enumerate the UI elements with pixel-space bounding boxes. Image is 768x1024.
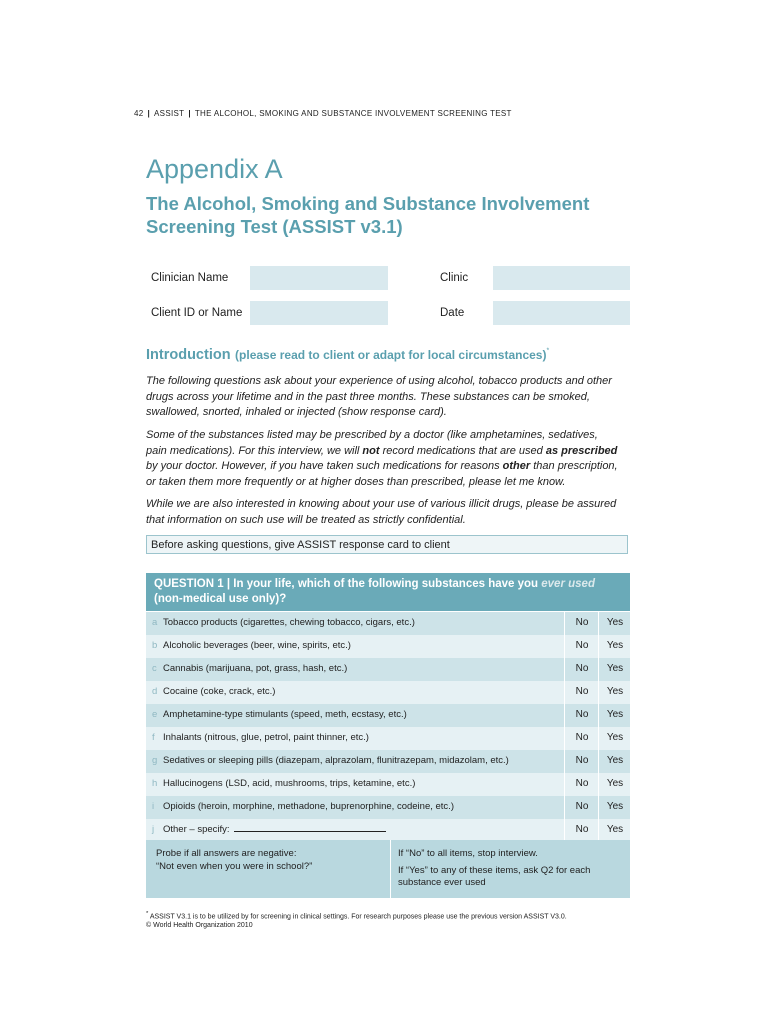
no-option[interactable]: No <box>575 732 589 743</box>
substance-cell <box>146 819 564 841</box>
table-row <box>146 773 630 796</box>
clinician-name-label: Clinician Name <box>151 272 229 284</box>
item-letter: a <box>152 617 158 628</box>
column-divider <box>564 704 565 727</box>
substance-label: Alcoholic beverages (beer, wine, spirits, etc.) <box>163 640 351 651</box>
table-row <box>146 819 630 842</box>
yes-option[interactable]: Yes <box>606 663 624 674</box>
yes-option[interactable]: Yes <box>606 709 624 720</box>
yes-option[interactable]: Yes <box>606 824 624 835</box>
table-row <box>146 658 630 681</box>
running-head <box>134 109 512 118</box>
question-1-header <box>146 573 630 611</box>
no-option[interactable]: No <box>575 663 589 674</box>
substance-label: Inhalants (nitrous, glue, petrol, paint thinner, etc.) <box>163 732 369 743</box>
substance-cell <box>146 704 564 726</box>
substance-label: Cocaine (coke, crack, etc.) <box>163 686 276 697</box>
column-divider <box>598 704 599 727</box>
item-letter: h <box>152 778 158 789</box>
stop-instruction: If “No” to all items, stop interview. <box>398 848 538 859</box>
page-number: 42 <box>134 109 144 118</box>
substance-cell <box>146 727 564 749</box>
item-letter: j <box>152 824 155 835</box>
item-letter: g <box>152 755 158 766</box>
title-line-1: The Alcohol, Smoking and Substance Involvement <box>146 193 590 214</box>
column-divider <box>564 658 565 681</box>
no-option[interactable]: No <box>575 709 589 720</box>
substance-cell <box>146 681 564 703</box>
introduction-heading <box>146 346 549 364</box>
column-divider <box>564 796 565 819</box>
column-divider <box>598 658 599 681</box>
continue-instruction: If “Yes” to any of these items, ask Q2 for each substance ever used <box>398 864 591 888</box>
question-text-line-2: (non-medical use only)? <box>154 593 287 605</box>
question-text: In your life, which of the following substances have you <box>233 578 542 590</box>
substance-label: Other – specify: <box>163 824 230 835</box>
column-divider <box>598 819 599 842</box>
item-letter: d <box>152 686 158 697</box>
table-row <box>146 635 630 658</box>
substance-label: Sedatives or sleeping pills (diazepam, alprazolam, flunitrazepam, midazolam, etc.) <box>163 755 509 766</box>
separator: | <box>188 109 191 118</box>
probe-left <box>156 848 386 873</box>
item-letter: e <box>152 709 158 720</box>
response-card-note: Before asking questions, give ASSIST response card to client <box>146 535 628 554</box>
running-head-right: THE ALCOHOL, SMOKING AND SUBSTANCE INVOLVEMENT SCREENING TEST <box>194 109 512 118</box>
introduction-subtitle: (please read to client or adapt for local circumstances) <box>235 348 547 362</box>
appendix-title: Appendix A <box>146 154 283 184</box>
client-id-field[interactable] <box>250 301 388 325</box>
column-divider <box>564 681 565 704</box>
question-emphasis: ever used <box>541 578 595 590</box>
substance-label: Tobacco products (cigarettes, chewing tobacco, cigars, etc.) <box>163 617 415 628</box>
table-row <box>146 704 630 727</box>
column-divider <box>598 635 599 658</box>
document-title <box>146 192 616 238</box>
running-head-left: ASSIST <box>154 109 185 118</box>
probe-question: “Not even when you were in school?” <box>156 860 313 872</box>
substance-cell <box>146 796 564 818</box>
column-divider <box>598 727 599 750</box>
item-letter: c <box>152 663 157 674</box>
footnote-text: ASSIST V3.1 is to be utilized by for screening in clinical settings. For research purposes please use the previous version ASSIST V3.0. <box>149 913 567 921</box>
clinic-field[interactable] <box>493 266 630 290</box>
yes-option[interactable]: Yes <box>606 686 624 697</box>
table-row <box>146 681 630 704</box>
item-letter: i <box>152 801 155 812</box>
yes-option[interactable]: Yes <box>606 755 624 766</box>
yes-option[interactable]: Yes <box>606 732 624 743</box>
probe-right <box>398 848 620 890</box>
substance-cell <box>146 773 564 795</box>
introduction-title: Introduction <box>146 347 231 363</box>
no-option[interactable]: No <box>575 755 589 766</box>
no-option[interactable]: No <box>575 686 589 697</box>
date-label: Date <box>440 307 465 319</box>
no-option[interactable]: No <box>575 801 589 812</box>
no-option[interactable]: No <box>575 617 589 628</box>
substance-label: Hallucinogens (LSD, acid, mushrooms, trips, ketamine, etc.) <box>163 778 416 789</box>
specify-line[interactable] <box>234 822 386 832</box>
column-divider <box>564 635 565 658</box>
column-divider <box>564 773 565 796</box>
question-label: QUESTION 1 <box>154 578 224 590</box>
substance-cell <box>146 658 564 680</box>
probe-box <box>146 840 630 898</box>
column-divider <box>598 612 599 635</box>
yes-option[interactable]: Yes <box>606 778 624 789</box>
column-divider <box>598 773 599 796</box>
separator: | <box>147 109 151 118</box>
substance-cell <box>146 612 564 634</box>
yes-option[interactable]: Yes <box>606 640 624 651</box>
date-field[interactable] <box>493 301 630 325</box>
yes-option[interactable]: Yes <box>606 801 624 812</box>
title-line-2: Screening Test (ASSIST v3.1) <box>146 216 403 237</box>
column-divider <box>598 750 599 773</box>
item-letter: f <box>152 732 155 743</box>
column-divider <box>564 750 565 773</box>
column-divider <box>598 681 599 704</box>
footnote-marker: * <box>146 911 149 917</box>
column-divider <box>598 796 599 819</box>
probe-instruction: Probe if all answers are negative: <box>156 848 297 859</box>
substance-cell <box>146 750 564 772</box>
yes-option[interactable]: Yes <box>606 617 624 628</box>
intro-paragraph-3: While we are also interested in knowing about your use of various illicit drugs, please be assured that information on such use will be treated as strictly confidential. <box>146 498 617 526</box>
table-row <box>146 796 630 819</box>
column-divider <box>564 612 565 635</box>
no-option[interactable]: No <box>575 778 589 789</box>
item-letter: b <box>152 640 158 651</box>
no-option[interactable]: No <box>575 640 589 651</box>
substance-label: Cannabis (marijuana, pot, grass, hash, etc.) <box>163 663 348 674</box>
substance-label: Amphetamine-type stimulants (speed, meth, ecstasy, etc.) <box>163 709 407 720</box>
intro-paragraph-2: Some of the substances listed may be prescribed by a doctor (like amphetamines, sedatives, pain medications). For this interview, we will not record medications that are used as prescribed by your doctor. However, if you have taken such medications for reasons other than prescription, or taken them more frequently or at higher doses than prescribed, please let me know. <box>146 429 618 488</box>
table-row <box>146 750 630 773</box>
table-row <box>146 727 630 750</box>
clinician-name-field[interactable] <box>250 266 388 290</box>
copyright: © World Health Organization 2010 <box>146 922 253 929</box>
table-row <box>146 612 630 635</box>
divider <box>390 840 391 898</box>
clinic-label: Clinic <box>440 272 469 284</box>
substance-label: Opioids (heroin, morphine, methadone, buprenorphine, codeine, etc.) <box>163 801 454 812</box>
column-divider <box>564 819 565 842</box>
footnote <box>146 911 567 920</box>
no-option[interactable]: No <box>575 824 589 835</box>
column-divider <box>564 727 565 750</box>
client-id-label: Client ID or Name <box>151 307 243 319</box>
footnote-marker: * <box>546 347 550 355</box>
substance-cell <box>146 635 564 657</box>
separator: | <box>226 578 234 590</box>
intro-paragraph-1: The following questions ask about your experience of using alcohol, tobacco products and other drugs across your lifetime and in the past three months. These substances can be smoked, swallowed, snorted, inhaled or injected (show response card). <box>146 375 612 418</box>
